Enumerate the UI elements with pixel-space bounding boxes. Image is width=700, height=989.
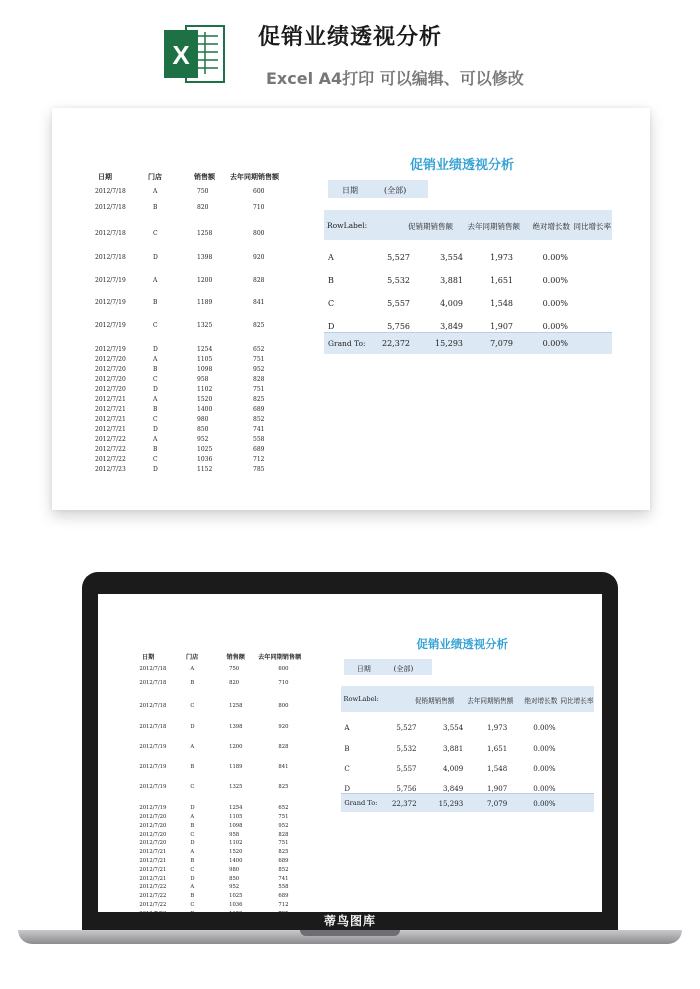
table-cell: 751 [253, 356, 265, 363]
table-cell: 1520 [197, 396, 213, 403]
table-cell: 1258 [197, 230, 213, 237]
pivot-cell: 0.00% [533, 763, 556, 773]
table-cell: 1152 [197, 466, 213, 473]
table-cell: B [153, 366, 158, 373]
table-cell: A [190, 849, 195, 856]
pivot-total-cell: 22,372 [391, 799, 417, 809]
table-cell: 2012/7/22 [139, 901, 167, 908]
table-cell: 2012/7/19 [139, 763, 167, 770]
pivot-total-label: Grand To: [328, 339, 366, 348]
pivot-total-rule [324, 332, 612, 333]
table-cell: 828 [278, 831, 289, 838]
table-cell: D [153, 346, 158, 353]
pivot-cell: 0.00% [533, 784, 556, 794]
pivot-cell: 4,009 [443, 763, 464, 773]
table-cell: 710 [253, 204, 265, 211]
table-cell: 2012/7/23 [139, 910, 167, 917]
pivot-cell: 1,973 [490, 253, 513, 262]
pivot-header-cell: RowLabel: [327, 221, 368, 230]
table-cell: C [153, 230, 158, 237]
pivot-cell: 0.00% [542, 253, 568, 262]
page-subtitle: Excel A4打印 可以编辑、可以修改 [266, 69, 524, 88]
pivot-header-cell: 同比增长率 [560, 697, 594, 706]
pivot-header-cell: 去年同期销售额 [467, 222, 520, 231]
table-cell: C [153, 456, 158, 463]
pivot-header-cell: 去年同期销售额 [467, 697, 514, 706]
table-cell: 2012/7/19 [95, 277, 126, 284]
table-cell: 2012/7/21 [95, 426, 126, 433]
table-cell: 850 [197, 426, 209, 433]
pivot-cell: 1,548 [487, 763, 508, 773]
pivot-cell: 1,548 [490, 299, 513, 308]
table-cell: 952 [278, 822, 289, 829]
source-data-table [102, 596, 331, 922]
table-cell: 1025 [229, 893, 243, 900]
table-cell: 1325 [229, 784, 243, 791]
pivot-cell: 5,532 [387, 276, 410, 285]
table-cell: 751 [253, 386, 265, 393]
table-cell: 600 [253, 188, 265, 195]
pivot-cell: 3,881 [443, 743, 464, 753]
table-cell: 825 [278, 784, 289, 791]
table-cell: 1036 [229, 901, 243, 908]
pivot-title: 促销业绩透视分析 [416, 637, 509, 652]
pivot-cell: 3,554 [443, 723, 464, 733]
pivot-cell: 0.00% [533, 723, 556, 733]
table-cell: 1105 [197, 356, 213, 363]
table-cell: 2012/7/21 [139, 857, 167, 864]
pivot-filter-value: (全部) [393, 663, 414, 673]
pivot-cell: 5,527 [396, 723, 417, 733]
table-cell: D [190, 875, 195, 882]
table-cell: A [190, 813, 195, 820]
table-cell: 689 [253, 406, 265, 413]
pivot-total-cell: 7,079 [490, 339, 513, 348]
pivot-cell: 5,557 [387, 299, 410, 308]
pivot-total-cell: 15,293 [438, 799, 464, 809]
table-cell: D [190, 840, 195, 847]
table-cell: A [153, 436, 158, 443]
table-cell: 1102 [229, 840, 243, 847]
table-cell: 689 [278, 857, 289, 864]
table-cell: 2012/7/20 [139, 813, 167, 820]
table-cell: B [153, 446, 158, 453]
table-cell: 1398 [229, 724, 243, 731]
pivot-row-label: D [328, 322, 335, 331]
column-header: 销售额 [194, 172, 215, 181]
table-cell: B [190, 763, 195, 770]
table-cell: 2012/7/20 [139, 840, 167, 847]
table-cell: C [190, 784, 195, 791]
table-cell: A [190, 884, 195, 891]
column-header: 门店 [185, 654, 199, 662]
pivot-row-label: B [328, 276, 334, 285]
table-cell: C [153, 416, 158, 423]
table-cell: 751 [278, 840, 289, 847]
table-cell: 2012/7/21 [95, 416, 126, 423]
table-cell: C [190, 901, 195, 908]
excel-icon-letter: X [172, 40, 190, 70]
table-cell: 2012/7/18 [139, 680, 167, 687]
table-cell: A [153, 277, 158, 284]
pivot-filter-label: 日期 [342, 186, 358, 195]
table-cell: 558 [278, 884, 289, 891]
table-cell: 820 [197, 204, 209, 211]
table-cell: D [153, 426, 158, 433]
pivot-header-cell: 同比增长率 [573, 222, 611, 231]
table-cell: B [190, 680, 195, 687]
table-cell: B [190, 893, 195, 900]
table-cell: C [190, 866, 195, 873]
pivot-cell: 0.00% [533, 743, 556, 753]
pivot-cell: 4,009 [440, 299, 463, 308]
table-cell: 2012/7/18 [139, 703, 167, 710]
table-cell: 825 [253, 322, 265, 329]
table-cell: 825 [278, 849, 289, 856]
page-header [0, 0, 700, 100]
table-cell: 2012/7/18 [95, 204, 126, 211]
table-cell: 1189 [229, 763, 243, 770]
table-cell: 785 [253, 466, 265, 473]
column-header: 去年同期销售额 [258, 654, 302, 662]
pivot-total-cell: 7,079 [487, 799, 508, 809]
pivot-header-cell: RowLabel: [343, 695, 379, 704]
table-cell: 1036 [197, 456, 213, 463]
table-cell: 2012/7/18 [95, 254, 126, 261]
table-cell: 920 [253, 254, 265, 261]
table-cell: 1025 [197, 446, 213, 453]
table-cell: 850 [229, 875, 240, 882]
pivot-row-label: D [344, 784, 351, 794]
table-cell: 785 [278, 910, 289, 917]
table-cell: 2012/7/19 [95, 346, 126, 353]
table-cell: 2012/7/22 [95, 436, 126, 443]
table-cell: 741 [278, 875, 289, 882]
table-cell: 2012/7/21 [95, 396, 126, 403]
table-cell: 1258 [229, 703, 243, 710]
table-cell: 958 [229, 831, 240, 838]
pivot-cell: 0.00% [542, 276, 568, 285]
table-cell: A [153, 188, 158, 195]
table-cell: 2012/7/20 [139, 831, 167, 838]
table-cell: A [153, 356, 158, 363]
table-cell: 750 [197, 188, 209, 195]
column-header: 销售额 [226, 654, 245, 662]
laptop-notch [300, 930, 400, 936]
table-cell: 1254 [197, 346, 213, 353]
table-cell: 689 [253, 446, 265, 453]
table-cell: 2012/7/19 [95, 299, 126, 306]
table-cell: 1098 [229, 822, 243, 829]
pivot-cell: 5,557 [396, 763, 417, 773]
pivot-header-cell: 促销期销售额 [408, 222, 453, 231]
table-cell: 2012/7/21 [95, 406, 126, 413]
table-cell: 2012/7/19 [139, 805, 167, 812]
table-cell: 952 [229, 884, 240, 891]
table-cell: 825 [253, 396, 265, 403]
pivot-cell: 3,881 [440, 276, 463, 285]
table-cell: B [153, 204, 158, 211]
laptop-brand-label: 蒂鸟图库 [323, 914, 376, 928]
pivot-row-label: C [344, 763, 350, 773]
table-cell: 751 [278, 813, 289, 820]
table-cell: 841 [278, 763, 289, 770]
table-cell: 2012/7/22 [139, 893, 167, 900]
pivot-cell: 1,651 [487, 743, 508, 753]
column-header: 日期 [98, 172, 112, 181]
pivot-title: 促销业绩透视分析 [410, 158, 515, 173]
laptop-screen [98, 594, 602, 917]
table-cell: 952 [197, 436, 209, 443]
table-cell: 828 [278, 744, 289, 751]
pivot-cell: 5,532 [396, 743, 417, 753]
pivot-header-cell: 促销期销售额 [414, 697, 455, 706]
column-header: 去年同期销售额 [230, 172, 279, 181]
table-cell: 828 [253, 376, 265, 383]
pivot-cell: 3,849 [443, 784, 464, 794]
pivot-cell: 5,756 [396, 784, 417, 794]
table-cell: 652 [253, 346, 265, 353]
table-cell: 712 [253, 456, 265, 463]
table-cell: D [153, 254, 158, 261]
table-cell: 1398 [197, 254, 213, 261]
table-cell: 800 [253, 230, 265, 237]
column-header: 门店 [148, 172, 162, 181]
table-cell: 2012/7/21 [139, 875, 167, 882]
pivot-header-cell: 绝对增长数 [524, 697, 558, 706]
table-cell: 2012/7/18 [95, 230, 126, 237]
pivot-filter-label: 日期 [356, 663, 371, 673]
table-cell: 712 [278, 901, 289, 908]
table-cell: 1520 [229, 849, 243, 856]
table-cell: C [153, 322, 158, 329]
pivot-row-label: A [328, 253, 334, 262]
pivot-cell: 0.00% [542, 299, 568, 308]
table-cell: B [153, 406, 158, 413]
table-cell: 710 [278, 680, 289, 687]
pivot-cell: 5,756 [387, 322, 410, 331]
table-cell: 1098 [197, 366, 213, 373]
table-cell: 1400 [197, 406, 213, 413]
table-cell: B [190, 822, 195, 829]
table-cell: 750 [229, 666, 240, 673]
table-cell: 600 [278, 666, 289, 673]
table-cell: 2012/7/18 [139, 724, 167, 731]
pivot-total-cell: 15,293 [435, 339, 463, 348]
pivot-total-cell: 0.00% [542, 339, 568, 348]
pivot-total-rule [341, 793, 594, 794]
table-cell: D [153, 386, 158, 393]
pivot-row-label: B [344, 743, 350, 753]
pivot-cell: 3,554 [440, 253, 463, 262]
table-cell: 2012/7/22 [95, 446, 126, 453]
table-cell: 1152 [229, 910, 243, 917]
page-title: 促销业绩透视分析 [258, 25, 443, 50]
pivot-total-cell: 0.00% [533, 799, 556, 809]
column-header: 日期 [141, 654, 155, 662]
table-cell: 1325 [197, 322, 213, 329]
table-cell: 980 [197, 416, 209, 423]
table-cell: C [153, 376, 158, 383]
table-cell: D [190, 805, 195, 812]
source-data-table [52, 108, 312, 478]
pivot-total-label: Grand To: [344, 799, 378, 808]
pivot-cell: 3,849 [440, 322, 463, 331]
table-cell: 2012/7/20 [139, 822, 167, 829]
table-cell: 1254 [229, 805, 243, 812]
table-cell: 852 [253, 416, 265, 423]
pivot-cell: 1,651 [490, 276, 513, 285]
table-cell: 841 [253, 299, 265, 306]
table-cell: 1200 [229, 744, 243, 751]
table-cell: A [190, 666, 195, 673]
table-cell: D [153, 466, 158, 473]
pivot-row-label: C [328, 299, 335, 308]
pivot-header-cell: 绝对增长数 [532, 222, 570, 231]
table-cell: 1200 [197, 277, 213, 284]
table-cell: 2012/7/20 [95, 376, 126, 383]
table-cell: B [190, 857, 195, 864]
table-cell: 1105 [229, 813, 243, 820]
table-cell: 920 [278, 724, 289, 731]
table-cell: 2012/7/19 [139, 784, 167, 791]
table-cell: 828 [253, 277, 265, 284]
table-cell: 2012/7/18 [139, 666, 167, 673]
table-cell: 952 [253, 366, 265, 373]
pivot-cell: 1,907 [487, 784, 508, 794]
table-cell: D [190, 724, 195, 731]
pivot-filter-value: (全部) [384, 186, 407, 195]
pivot-total-cell: 22,372 [382, 339, 410, 348]
table-cell: 652 [278, 805, 289, 812]
table-cell: 2012/7/20 [95, 366, 126, 373]
table-cell: B [153, 299, 158, 306]
table-cell: 2012/7/20 [95, 386, 126, 393]
table-cell: 2012/7/19 [95, 322, 126, 329]
table-cell: 980 [229, 866, 240, 873]
table-cell: 958 [197, 376, 209, 383]
table-cell: 852 [278, 866, 289, 873]
table-cell: 2012/7/21 [139, 849, 167, 856]
table-cell: 2012/7/22 [139, 884, 167, 891]
pivot-cell: 0.00% [542, 322, 568, 331]
table-cell: 1400 [229, 857, 243, 864]
pivot-cell: 1,973 [487, 723, 508, 733]
table-cell: 2012/7/19 [139, 744, 167, 751]
table-cell: 820 [229, 680, 240, 687]
table-cell: 1189 [197, 299, 213, 306]
excel-icon [162, 22, 228, 86]
table-cell: C [190, 831, 195, 838]
table-cell: 2012/7/23 [95, 466, 126, 473]
table-cell: 2012/7/20 [95, 356, 126, 363]
table-cell: A [190, 744, 195, 751]
table-cell: 2012/7/18 [95, 188, 126, 195]
table-cell: A [153, 396, 158, 403]
table-cell: 689 [278, 893, 289, 900]
table-cell: 2012/7/21 [139, 866, 167, 873]
table-cell: 1102 [197, 386, 213, 393]
table-cell: 800 [278, 703, 289, 710]
pivot-cell: 5,527 [387, 253, 410, 262]
table-cell: D [190, 910, 195, 917]
sheet-preview-main [52, 108, 650, 510]
table-cell: C [190, 703, 195, 710]
pivot-row-label: A [344, 723, 350, 733]
table-cell: 558 [253, 436, 265, 443]
pivot-cell: 1,907 [490, 322, 513, 331]
table-cell: 2012/7/22 [95, 456, 126, 463]
table-cell: 741 [253, 426, 265, 433]
